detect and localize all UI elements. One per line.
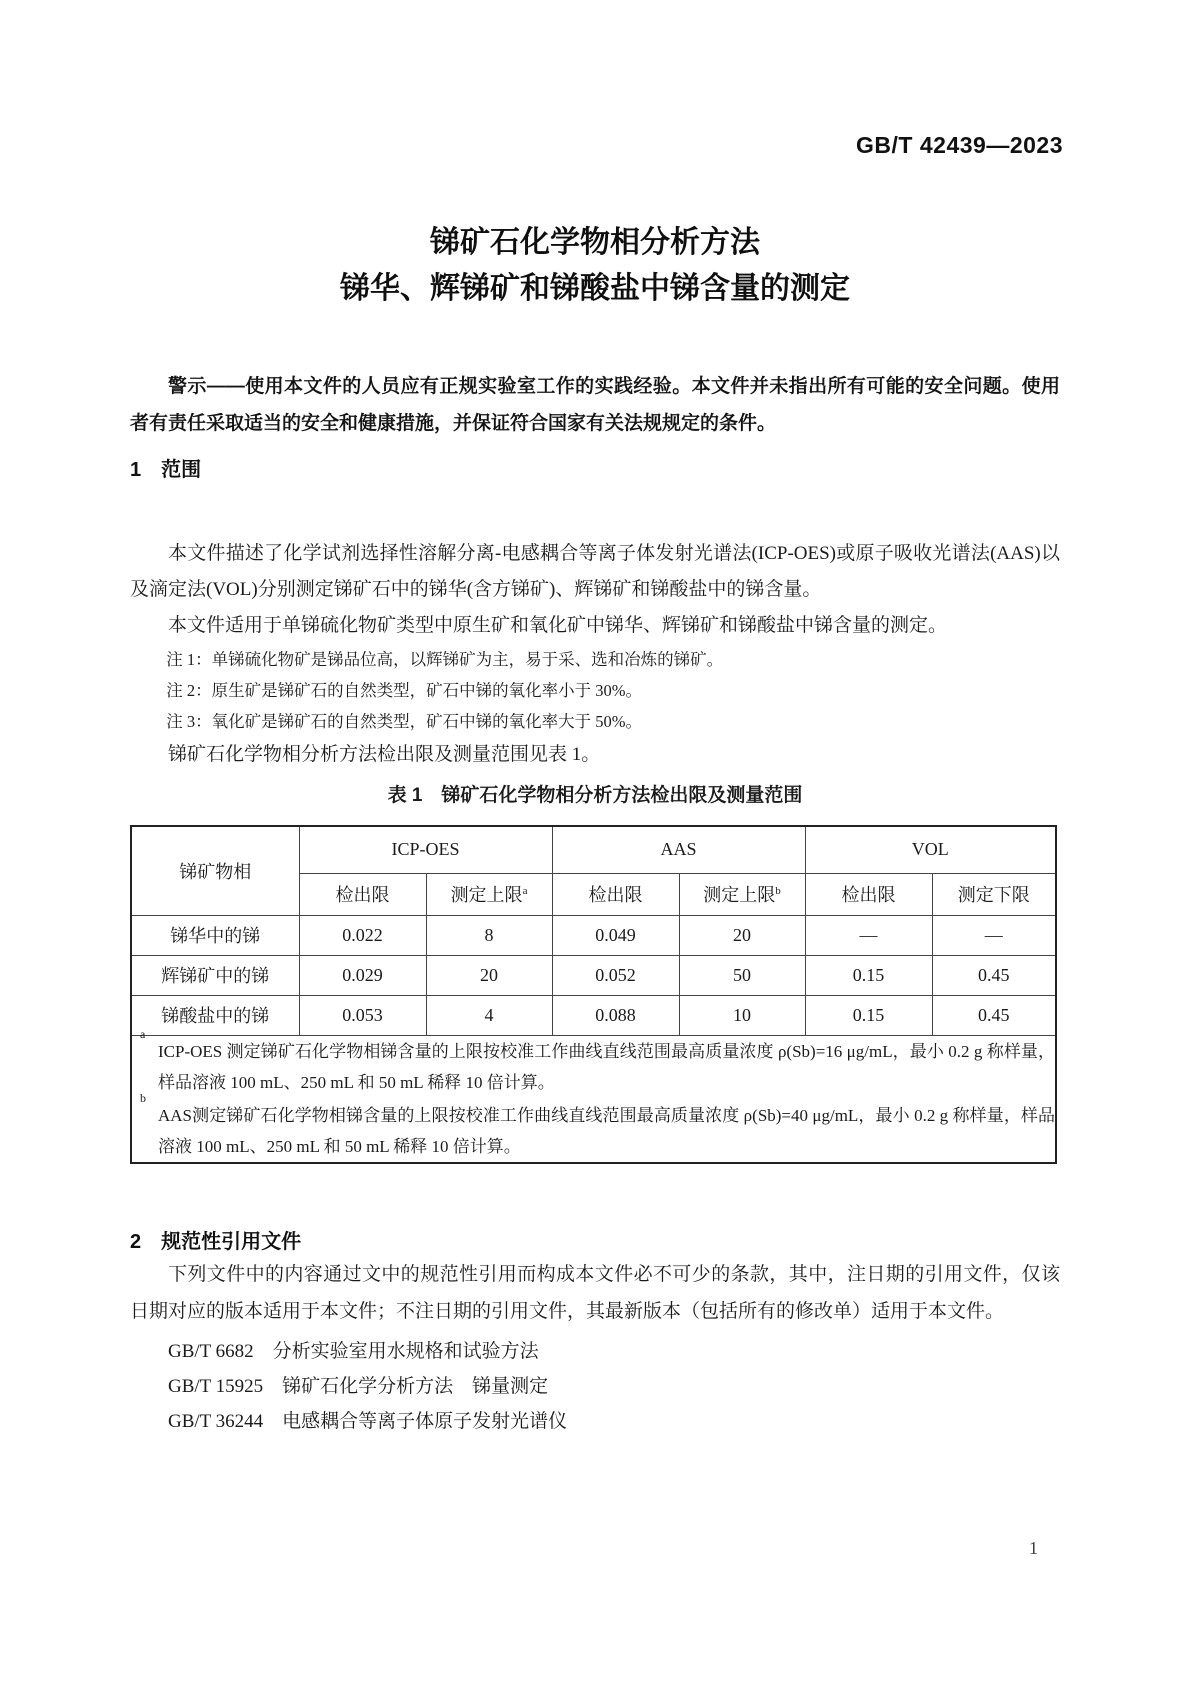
section-1-heading: 1 范围: [130, 459, 202, 481]
value-cell: 0.15: [805, 955, 932, 995]
section-1-paragraph-1: 本文件描述了化学试剂选择性溶解分离-电感耦合等离子体发射光谱法(ICP-OES)或原子吸收光谱法(AAS)以及滴定法(VOL)分别测定锑矿石中的锑华(含方锑矿)、辉锑矿和锑酸盐中的锑含量。: [130, 543, 1060, 600]
footnote-a-text: ICP-OES 测定锑矿石化学物相锑含量的上限按校准工作曲线直线范围最高质量浓度 ρ(Sb)=16 μg/mL，最小 0.2 g 称样量，样品溶液 100 mL、250 mL 和 50 mL 稀释 10 倍计算。: [158, 1041, 1056, 1092]
title-line-2: 锑华、辉锑矿和锑酸盐中锑含量的测定: [340, 272, 850, 305]
phase-cell: 锑酸盐中的锑: [131, 995, 299, 1035]
value-cell: 0.022: [299, 915, 426, 955]
value-cell: 0.029: [299, 955, 426, 995]
subheader-label: 检出限: [841, 885, 896, 905]
page-number: 1: [1029, 1538, 1038, 1558]
section-2-paragraph-1: 下列文件中的内容通过文中的规范性引用而构成本文件必不可少的条款，其中，注日期的引用文件，仅该日期对应的版本适用于本文件；不注日期的引用文件，其最新版本（包括所有的修改单）适用于本文件。: [130, 1263, 1060, 1322]
page-content: [130, 0, 1060, 1439]
phase-cell: 锑华中的锑: [131, 915, 299, 955]
title-line-1: 锑矿石化学物相分析方法: [430, 226, 760, 259]
subheader-sup: b: [775, 885, 781, 897]
value-cell: 0.45: [932, 995, 1056, 1035]
table-1-caption: 表 1 锑矿石化学物相分析方法检出限及测量范围: [387, 785, 803, 806]
subheader-label: 检出限: [588, 885, 643, 905]
section-1-paragraph-3: 锑矿石化学物相分析方法检出限及测量范围见表 1。: [168, 744, 601, 765]
document-title: [130, 220, 1060, 312]
value-cell: —: [932, 915, 1056, 955]
value-cell: 20: [426, 955, 552, 995]
value-cell: 0.088: [552, 995, 679, 1035]
subheader-sup: a: [522, 885, 528, 897]
column-header-phase: 锑矿物相: [131, 826, 299, 915]
value-cell: 50: [679, 955, 805, 995]
value-cell: 0.052: [552, 955, 679, 995]
column-group-icp-oes: ICP-OES: [299, 826, 552, 873]
subheader-label: 检出限: [335, 885, 390, 905]
value-cell: 4: [426, 995, 552, 1035]
footnote-b: b AAS测定锑矿石化学物相锑含量的上限按校准工作曲线直线范围最高质量浓度 ρ(Sb)=40 μg/mL，最小 0.2 g 称样量，样品溶液 100 mL、250 mL 和 50 mL 稀释 10 倍计算。: [140, 1090, 1056, 1156]
normative-references: [130, 1334, 1060, 1439]
phase-cell: 辉锑矿中的锑: [131, 955, 299, 995]
column-group-vol: VOL: [805, 826, 1056, 873]
reference-item: GB/T 6682 分析实验室用水规格和试验方法: [168, 1340, 539, 1362]
subheader-icp-detection-limit: [299, 873, 426, 915]
reference-item: GB/T 15925 锑矿石化学分析方法 锑量测定: [168, 1375, 549, 1397]
note-2: 注 2：原生矿是锑矿石的自然类型，矿石中锑的氧化率小于 30%。: [166, 681, 643, 700]
note-1: 注 1：单锑硫化物矿是锑品位高，以辉锑矿为主，易于采、选和冶炼的锑矿。: [166, 650, 724, 669]
value-cell: —: [805, 915, 932, 955]
subheader-vol-detection-limit: [805, 873, 932, 915]
table-footnotes: [131, 1026, 1056, 1163]
subheader-label: 测定上限: [703, 885, 776, 905]
subheader-aas-detection-limit: [552, 873, 679, 915]
subheader-icp-upper-limit: [426, 873, 552, 915]
table-row: [131, 995, 1056, 1035]
section-1-paragraph-2: 本文件适用于单锑硫化物矿类型中原生矿和氧化矿中锑华、辉锑矿和锑酸盐中锑含量的测定。: [168, 615, 948, 636]
subheader-vol-lower-limit: [932, 873, 1056, 915]
value-cell: 0.053: [299, 995, 426, 1035]
reference-item: GB/T 36244 电感耦合等离子体原子发射光谱仪: [168, 1410, 568, 1432]
value-cell: 8: [426, 915, 552, 955]
value-cell: 0.45: [932, 955, 1056, 995]
standard-code: GB/T 42439—2023: [856, 132, 1063, 158]
section-2-heading: 2 规范性引用文件: [130, 1230, 302, 1253]
table-header-group-row: [131, 826, 1056, 873]
footnote-b-text: AAS测定锑矿石化学物相锑含量的上限按校准工作曲线直线范围最高质量浓度 ρ(Sb)=40 μg/mL，最小 0.2 g 称样量，样品溶液 100 mL、250 mL 和 50 mL 稀释 10 倍计算。: [158, 1105, 1056, 1156]
note-3: 注 3：氧化矿是锑矿石的自然类型，矿石中锑的氧化率大于 50%。: [166, 712, 643, 731]
subheader-label: 测定下限: [957, 885, 1030, 905]
table-row: [131, 955, 1056, 995]
subheader-label: 测定上限: [450, 885, 523, 905]
value-cell: 0.049: [552, 915, 679, 955]
table-row: [131, 915, 1056, 955]
subheader-aas-upper-limit: [679, 873, 805, 915]
column-group-aas: AAS: [552, 826, 805, 873]
footnote-a: a ICP-OES 测定锑矿石化学物相锑含量的上限按校准工作曲线直线范围最高质量浓度 ρ(Sb)=16 μg/mL，最小 0.2 g 称样量，样品溶液 100 mL、250 mL 和 50 mL 稀释 10 倍计算。: [140, 1026, 1056, 1092]
table-1: [130, 825, 1057, 1164]
table-footnote-row: [131, 1035, 1056, 1163]
warning-paragraph: 警示——使用本文件的人员应有正规实验室工作的实践经验。本文件并未指出所有可能的安全问题。使用者有责任采取适当的安全和健康措施，并保证符合国家有关法规规定的条件。: [130, 376, 1060, 434]
value-cell: 20: [679, 915, 805, 955]
value-cell: 10: [679, 995, 805, 1035]
value-cell: 0.15: [805, 995, 932, 1035]
